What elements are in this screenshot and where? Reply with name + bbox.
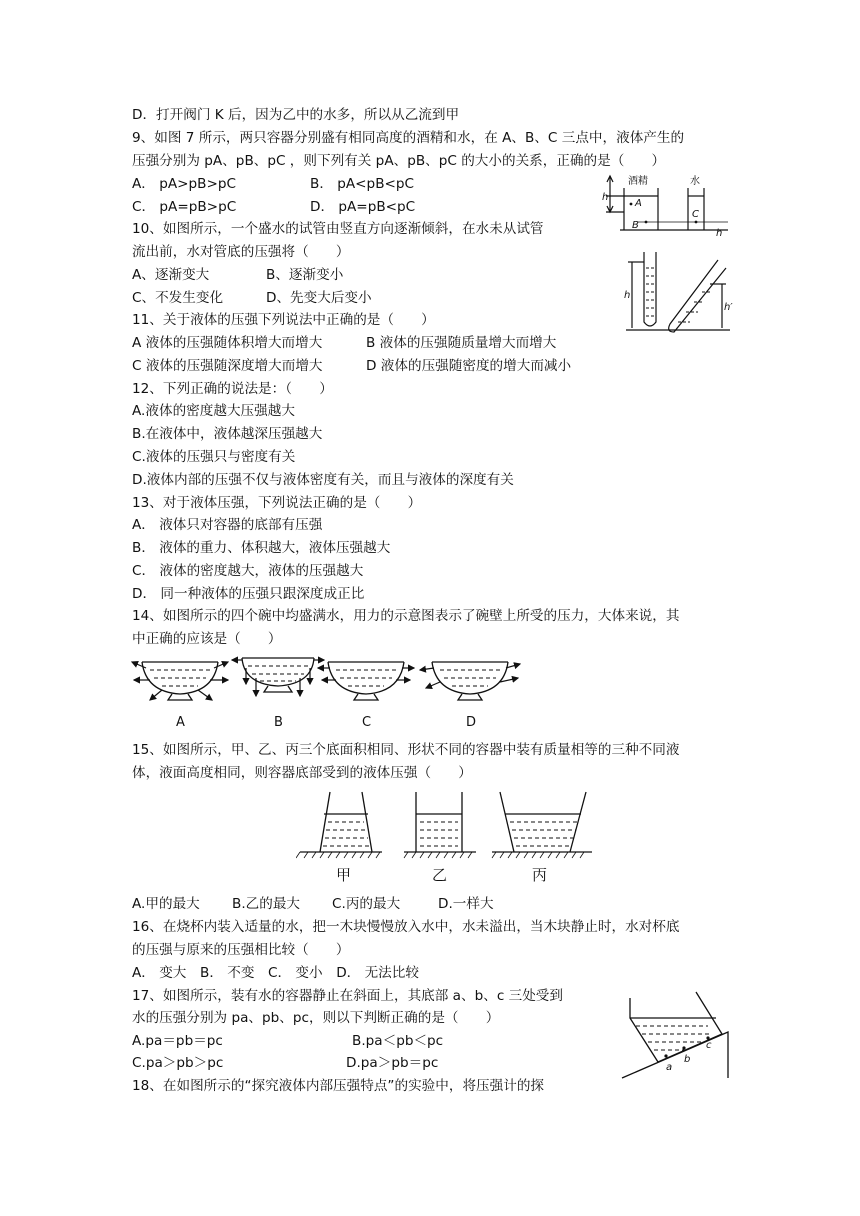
q14-fig-label-c: C bbox=[362, 715, 372, 730]
q9-stem-line1: 9、如图 7 所示，两只容器分别盛有相同高度的酒精和水，在 A、B、C 三点中，液体产生的 bbox=[132, 130, 685, 146]
q9-fig-label-h: h bbox=[602, 192, 609, 203]
q9-fig-label-h-ground: h bbox=[716, 228, 723, 238]
q14-stem-line1: 14、如图所示的四个碗中均盛满水，用力的示意图表示了碗壁上所受的压力，大体来说，其 bbox=[132, 608, 680, 624]
q10-stem-line2: 流出前，水对管底的压强将（ ） bbox=[132, 244, 350, 260]
q10-fig-label-h-prime: h′ bbox=[724, 302, 733, 313]
q15-option-c: C.丙的最大 bbox=[332, 896, 401, 912]
q11-stem: 11、关于液体的压强下列说法中正确的是（ ） bbox=[132, 312, 435, 328]
q17-option-b: B.pa＜pb＜pc bbox=[352, 1033, 444, 1049]
q12-option-d: D.液体内部的压强不仅与液体密度有关，而且与液体的深度有关 bbox=[132, 472, 514, 488]
q14-figure-bowls bbox=[128, 650, 538, 732]
q13-option-c: C． 液体的密度越大，液体的压强越大 bbox=[132, 563, 364, 579]
q17-option-d: D.pa＞pb＝pc bbox=[346, 1055, 439, 1071]
q15-fig-label-jia: 甲 bbox=[336, 866, 352, 884]
q9-figure-containers bbox=[598, 170, 732, 238]
q13-stem: 13、对于液体压强，下列说法正确的是（ ） bbox=[132, 495, 422, 511]
q9-fig-label-b: B bbox=[632, 220, 639, 231]
q17-stem-line1: 17、如图所示，装有水的容器静止在斜面上，其底部 a、b、c 三处受到 bbox=[132, 988, 563, 1004]
q11-option-a: A 液体的压强随体积增大而增大 bbox=[132, 335, 323, 351]
q15-fig-label-bing: 丙 bbox=[532, 866, 548, 884]
q9-option-b: B． pA<pB<pC bbox=[310, 176, 415, 192]
q10-option-c: C、不发生变化 bbox=[132, 290, 224, 306]
q17-fig-label-b: b bbox=[684, 1054, 691, 1065]
q9-fig-label-c: C bbox=[692, 209, 699, 220]
q8-option-d: D．打开阀门 K 后，因为乙中的水多，所以从乙流到甲 bbox=[132, 107, 460, 123]
q12-option-a: A.液体的密度越大压强越大 bbox=[132, 403, 295, 419]
q10-fig-label-h: h bbox=[624, 290, 631, 301]
q14-stem-line2: 中正确的应该是（ ） bbox=[132, 631, 282, 647]
q15-option-d: D.一样大 bbox=[438, 896, 494, 912]
q9-option-c: C． pA=pB>pC bbox=[132, 199, 237, 215]
q9-fig-label-a: A bbox=[635, 198, 642, 209]
q14-fig-label-a: A bbox=[176, 715, 185, 730]
q9-option-d: D． pA=pB<pC bbox=[310, 199, 416, 215]
q17-fig-label-c: c bbox=[706, 1040, 712, 1051]
q10-figure-test-tubes bbox=[622, 246, 734, 334]
q12-stem: 12、下列正确的说法是：（ ） bbox=[132, 381, 333, 397]
q15-stem-line1: 15、如图所示，甲、乙、丙三个底面积相同、形状不同的容器中装有质量相等的三种不同液 bbox=[132, 742, 680, 758]
q11-option-b: B 液体的压强随质量增大而增大 bbox=[366, 335, 557, 351]
q15-option-a: A.甲的最大 bbox=[132, 896, 200, 912]
q16-options: A． 变大 B． 不变 C． 变小 D． 无法比较 bbox=[132, 965, 419, 981]
q9-fig-label-water: 水 bbox=[690, 176, 700, 187]
q10-stem-line1: 10、如图所示，一个盛水的试管由竖直方向逐渐倾斜，在水未从试管 bbox=[132, 221, 544, 237]
q13-option-b: B． 液体的重力、体积越大，液体压强越大 bbox=[132, 540, 391, 556]
q18-stem-line1: 18、在如图所示的“探究液体内部压强特点”的实验中，将压强计的探 bbox=[132, 1078, 545, 1094]
q16-stem-line1: 16、在烧杯内装入适量的水，把一木块慢慢放入水中，水未溢出，当木块静止时，水对杯底 bbox=[132, 919, 680, 935]
q10-option-a: A、逐渐变大 bbox=[132, 267, 210, 283]
q9-fig-label-alcohol: 酒精 bbox=[628, 176, 648, 187]
q14-fig-label-d: D bbox=[466, 715, 477, 730]
q13-option-a: A． 液体只对容器的底部有压强 bbox=[132, 517, 323, 533]
q15-stem-line2: 体，液面高度相同，则容器底部受到的液体压强（ ） bbox=[132, 765, 472, 781]
q17-fig-label-a: a bbox=[666, 1062, 673, 1073]
q12-option-b: B.在液体中，液体越深压强越大 bbox=[132, 426, 323, 442]
q10-option-b: B、逐渐变小 bbox=[266, 267, 344, 283]
q12-option-c: C.液体的压强只与密度有关 bbox=[132, 449, 296, 465]
q15-option-b: B.乙的最大 bbox=[232, 896, 301, 912]
q10-option-d: D、先变大后变小 bbox=[266, 290, 372, 306]
q17-stem-line2: 水的压强分别为 pa、pb、pc，则以下判断正确的是（ ） bbox=[132, 1010, 500, 1026]
q11-option-c: C 液体的压强随深度增大而增大 bbox=[132, 358, 323, 374]
q9-stem-line2: 压强分别为 pA、pB、pC ，则下列有关 pA、pB、pC 的大小的关系，正确的是（ ） bbox=[132, 153, 666, 169]
q15-figure-containers bbox=[296, 786, 608, 886]
q15-fig-label-yi: 乙 bbox=[432, 866, 448, 884]
q16-stem-line2: 的压强与原来的压强相比较（ ） bbox=[132, 942, 350, 958]
q11-option-d: D 液体的压强随密度的增大而减小 bbox=[366, 358, 572, 374]
q17-figure-container-on-slope bbox=[618, 990, 734, 1082]
q14-fig-label-b: B bbox=[274, 715, 283, 730]
q9-option-a: A． pA>pB>pC bbox=[132, 176, 236, 192]
q17-option-a: A.pa＝pb＝pc bbox=[132, 1033, 223, 1049]
q17-option-c: C.pa＞pb＞pc bbox=[132, 1055, 224, 1071]
q13-option-d: D． 同一种液体的压强只跟深度成正比 bbox=[132, 586, 365, 602]
